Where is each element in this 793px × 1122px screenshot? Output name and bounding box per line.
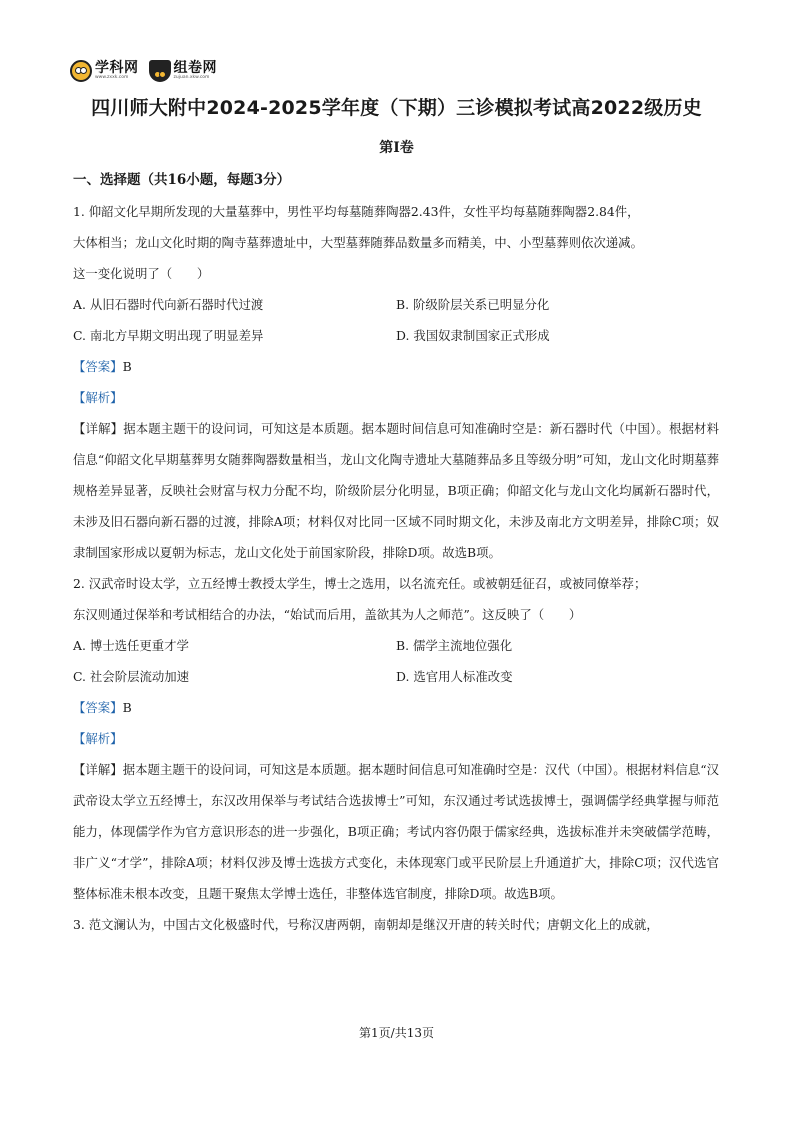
section-heading: 一、选择题（共16小题，每题3分） <box>73 172 291 188</box>
option-list <box>73 630 719 692</box>
detail-text: 据本题主题干的设问词，可知这是本质题。据本题时间信息可知准确时空是：新石器时代（中国）。根据材料信息“仰韶文化早期墓葬男女随葬陶器数量相当，龙山文化陶寺遗址大墓随葬品多且等级分明”可知，龙山文化时期墓葬规格差异显著，反映社会财富与权力分配不均，阶级阶层分化明显，B项正确；仰韶文化与龙山文化均属新石器时代，未涉及旧石器向新石器的过渡，排除A项；材料仅对比同一区域不同时期文化，未涉及南北方文明差异，排除C项；奴隶制国家形成以夏朝为标志，龙山文化处于前国家阶段，排除D项。故选B项。 <box>73 421 719 560</box>
logo-name: 学科网 <box>95 60 139 77</box>
option-a: A. 博士选任更重才学 <box>73 638 189 653</box>
question-2 <box>73 568 719 909</box>
question-stem-line: 大体相当；龙山文化时期的陶寺墓葬遗址中，大型墓葬随葬品数量多而精美，中、小型墓葬则依次递减。 <box>73 235 643 250</box>
answer-tag: 【答案】 <box>73 700 123 715</box>
option-c: C. 南北方早期文明出现了明显差异 <box>73 328 264 343</box>
page-footer: 第1页/共13页 <box>359 1026 434 1040</box>
answer-value: B <box>122 359 132 374</box>
detail-tag: 【详解】 <box>73 762 123 777</box>
question-stem-line: 2. 汉武帝时设太学，立五经博士教授太学生，博士之选用，以名流充任。或被朝廷征召，或被同僚举荐； <box>73 576 647 591</box>
question-list <box>73 196 719 940</box>
logo-xuekewang[interactable] <box>70 60 139 82</box>
document-title: 四川师大附中2024-2025学年度（下期）三诊模拟考试高2022级历史 <box>91 97 702 119</box>
answer-line <box>73 351 719 382</box>
detail-text: 据本题主题干的设问词，可知这是本质题。据本题时间信息可知准确时空是：汉代（中国）。根据材料信息“汉武帝设太学立五经博士，东汉改用保举与考试结合选拔博士”可知，东汉通过考试选拔博士，强调儒学经典掌握与师范能力，体现儒学作为官方意识形态的进一步强化，B项正确；考试内容仍限于儒家经典，选拔标准并未突破儒学范畴，非广义“才学”，排除A项；材料仅涉及博士选拔方式变化，未体现寒门或平民阶层上升通道扩大，排除C项；汉代选官整体标准未根本改变，且题干聚焦太学博士选任，非整体选官制度，排除D项。故选B项。 <box>73 762 719 901</box>
detail-paragraph <box>73 754 719 909</box>
analysis-tag: 【解析】 <box>73 731 123 746</box>
detail-paragraph <box>73 413 719 568</box>
question-stem-line: 这一变化说明了（ ） <box>73 266 210 281</box>
logo-url: www.zxxk.com <box>95 75 129 81</box>
logo-url: zujuan.xkw.com <box>173 75 210 81</box>
logo-name: 组卷网 <box>173 60 217 77</box>
option-list <box>73 289 719 351</box>
option-d: D. 选官用人标准改变 <box>396 669 513 684</box>
header-logos <box>70 57 217 85</box>
graduation-owl-icon <box>149 60 171 82</box>
question-1 <box>73 196 719 568</box>
owl-icon <box>70 60 92 82</box>
analysis-line <box>73 382 719 413</box>
option-d: D. 我国奴隶制国家正式形成 <box>396 328 550 343</box>
question-stem-line: 3. 范文澜认为，中国古文化极盛时代，号称汉唐两朝，南朝却是继汉开唐的转关时代；唐朝文化上的成就， <box>73 917 659 932</box>
detail-tag: 【详解】 <box>73 421 124 436</box>
answer-value: B <box>122 700 132 715</box>
volume-heading: 第Ⅰ卷 <box>379 140 414 156</box>
option-b: B. 儒学主流地位强化 <box>396 638 513 653</box>
option-b: B. 阶级阶层关系已明显分化 <box>396 297 550 312</box>
answer-tag: 【答案】 <box>73 359 123 374</box>
question-stem-line: 东汉则通过保举和考试相结合的办法，“始试而后用，盖欲其为人之师范”。这反映了（ ） <box>73 607 582 622</box>
analysis-tag: 【解析】 <box>73 390 123 405</box>
question-stem-line: 1. 仰韶文化早期所发现的大量墓葬中，男性平均每墓随葬陶器2.43件，女性平均每墓随葬陶器2.84件， <box>73 204 640 219</box>
analysis-line <box>73 723 719 754</box>
option-c: C. 社会阶层流动加速 <box>73 669 190 684</box>
answer-line <box>73 692 719 723</box>
option-a: A. 从旧石器时代向新石器时代过渡 <box>73 297 264 312</box>
question-3 <box>73 909 719 940</box>
logo-zujuanwang[interactable] <box>149 60 218 82</box>
